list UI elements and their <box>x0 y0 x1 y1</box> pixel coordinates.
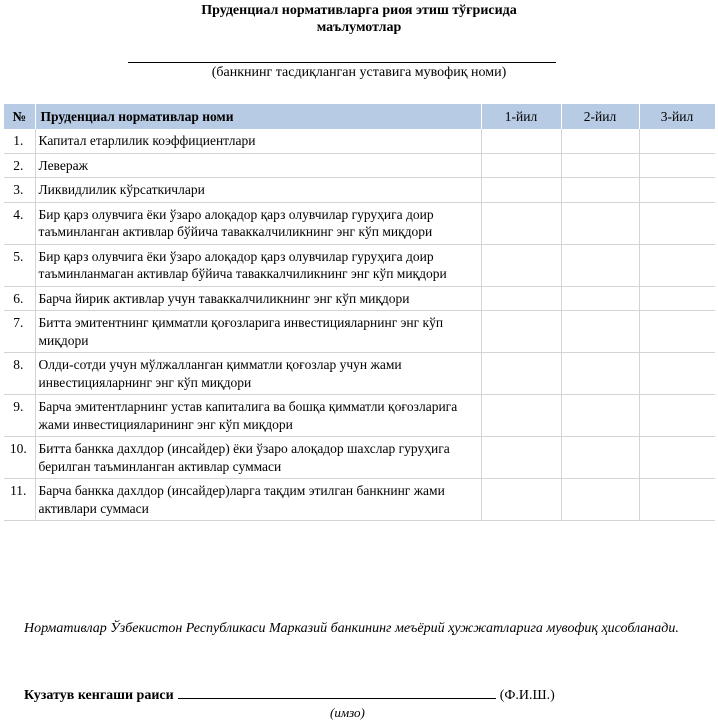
row-norm-name: Капитал етарлилик коэффициентлари <box>35 129 481 153</box>
row-norm-name: Барча эмитентларнинг устав капиталига ва бошқа қимматли қоғозларига жами инвестицияларининг энг кўп миқдори <box>35 395 481 437</box>
table-body <box>4 129 715 521</box>
header-year-2: 2-йил <box>561 104 639 129</box>
table-row <box>4 202 715 244</box>
row-number: 6. <box>4 286 35 311</box>
row-number: 9. <box>4 395 35 437</box>
table-row <box>4 437 715 479</box>
table-row <box>4 153 715 178</box>
row-number: 2. <box>4 153 35 178</box>
row-year-2-value <box>561 311 639 353</box>
calculation-note: Нормативлар Ўзбекистон Республикаси Марказий банкининг меъёрий ҳужжатларига мувофиқ ҳисобланади. <box>24 621 679 636</box>
row-year-2-value <box>561 286 639 311</box>
row-number: 1. <box>4 129 35 153</box>
row-number: 3. <box>4 178 35 203</box>
row-year-1-value <box>481 178 561 203</box>
header-year-3: 3-йил <box>639 104 715 129</box>
row-year-1-value <box>481 129 561 153</box>
row-year-2-value <box>561 153 639 178</box>
row-norm-name: Битта банкка дахлдор (инсайдер) ёки ўзаро алоқадор шахслар гуруҳига берилган таъминланган активлар суммаси <box>35 437 481 479</box>
row-number: 4. <box>4 202 35 244</box>
row-year-1-value <box>481 479 561 521</box>
row-year-1-value <box>481 311 561 353</box>
table-row <box>4 286 715 311</box>
row-year-1-value <box>481 286 561 311</box>
signature-label: Кузатув кенгаши раиси <box>24 688 174 703</box>
table-row <box>4 311 715 353</box>
document-title <box>0 2 718 36</box>
header-year-1: 1-йил <box>481 104 561 129</box>
row-year-2-value <box>561 244 639 286</box>
row-year-2-value <box>561 437 639 479</box>
row-year-3-value <box>639 479 715 521</box>
row-year-3-value <box>639 129 715 153</box>
row-year-1-value <box>481 353 561 395</box>
title-line-1: Пруденциал нормативларга риоя этиш тўғрисида <box>201 3 517 18</box>
row-norm-name: Бир қарз олувчига ёки ўзаро алоқадор қарз олувчилар гуруҳига доир таъминланмаган активлар бўйича таваккалчиликнинг энг кўп миқдори <box>35 244 481 286</box>
row-year-1-value <box>481 202 561 244</box>
header-number: № <box>4 104 35 129</box>
row-year-1-value <box>481 395 561 437</box>
row-year-2-value <box>561 178 639 203</box>
signature-blank-line <box>178 686 496 699</box>
table-row <box>4 395 715 437</box>
row-year-1-value <box>481 437 561 479</box>
row-year-3-value <box>639 286 715 311</box>
bank-name-blank-line <box>128 62 556 63</box>
table-row <box>4 244 715 286</box>
table-row <box>4 178 715 203</box>
title-line-2: маълумотлар <box>316 20 402 35</box>
row-number: 5. <box>4 244 35 286</box>
row-norm-name: Олди-сотди учун мўлжалланган қимматли қоғозлар учун жами инвестицияларнинг энг кўп миқдори <box>35 353 481 395</box>
bank-name-caption: (банкнинг тасдиқланган уставига мувофиқ номи) <box>211 65 507 80</box>
row-number: 8. <box>4 353 35 395</box>
row-year-3-value <box>639 202 715 244</box>
row-year-3-value <box>639 153 715 178</box>
row-norm-name: Барча йирик активлар учун таваккалчиликнинг энг кўп миқдори <box>35 286 481 311</box>
row-norm-name: Ликвидлилик кўрсаткичлари <box>35 178 481 203</box>
row-year-3-value <box>639 178 715 203</box>
row-year-3-value <box>639 244 715 286</box>
row-number: 7. <box>4 311 35 353</box>
table-row <box>4 129 715 153</box>
row-year-2-value <box>561 202 639 244</box>
signature-block <box>24 686 555 704</box>
table-row <box>4 353 715 395</box>
row-year-3-value <box>639 395 715 437</box>
row-number: 10. <box>4 437 35 479</box>
signature-fio: (Ф.И.Ш.) <box>499 688 555 703</box>
row-norm-name: Барча банкка дахлдор (инсайдер)ларга тақдим этилган банкнинг жами активлари суммаси <box>35 479 481 521</box>
row-year-2-value <box>561 353 639 395</box>
table-header-row <box>4 104 715 129</box>
header-norm-name: Пруденциал нормативлар номи <box>35 104 481 129</box>
row-year-3-value <box>639 437 715 479</box>
prudential-norms-table <box>4 104 716 521</box>
row-year-1-value <box>481 153 561 178</box>
row-year-3-value <box>639 311 715 353</box>
row-year-3-value <box>639 353 715 395</box>
row-norm-name: Битта эмитентнинг қимматли қоғозларига инвестицияларнинг энг кўп миқдори <box>35 311 481 353</box>
row-year-2-value <box>561 129 639 153</box>
row-norm-name: Левераж <box>35 153 481 178</box>
row-year-1-value <box>481 244 561 286</box>
row-number: 11. <box>4 479 35 521</box>
row-year-2-value <box>561 395 639 437</box>
signature-caption: (имзо) <box>330 705 365 720</box>
row-year-2-value <box>561 479 639 521</box>
table-row <box>4 479 715 521</box>
row-norm-name: Бир қарз олувчига ёки ўзаро алоқадор қарз олувчилар гуруҳига доир таъминланган активлар бўйича таваккалчиликнинг энг кўп миқдори <box>35 202 481 244</box>
